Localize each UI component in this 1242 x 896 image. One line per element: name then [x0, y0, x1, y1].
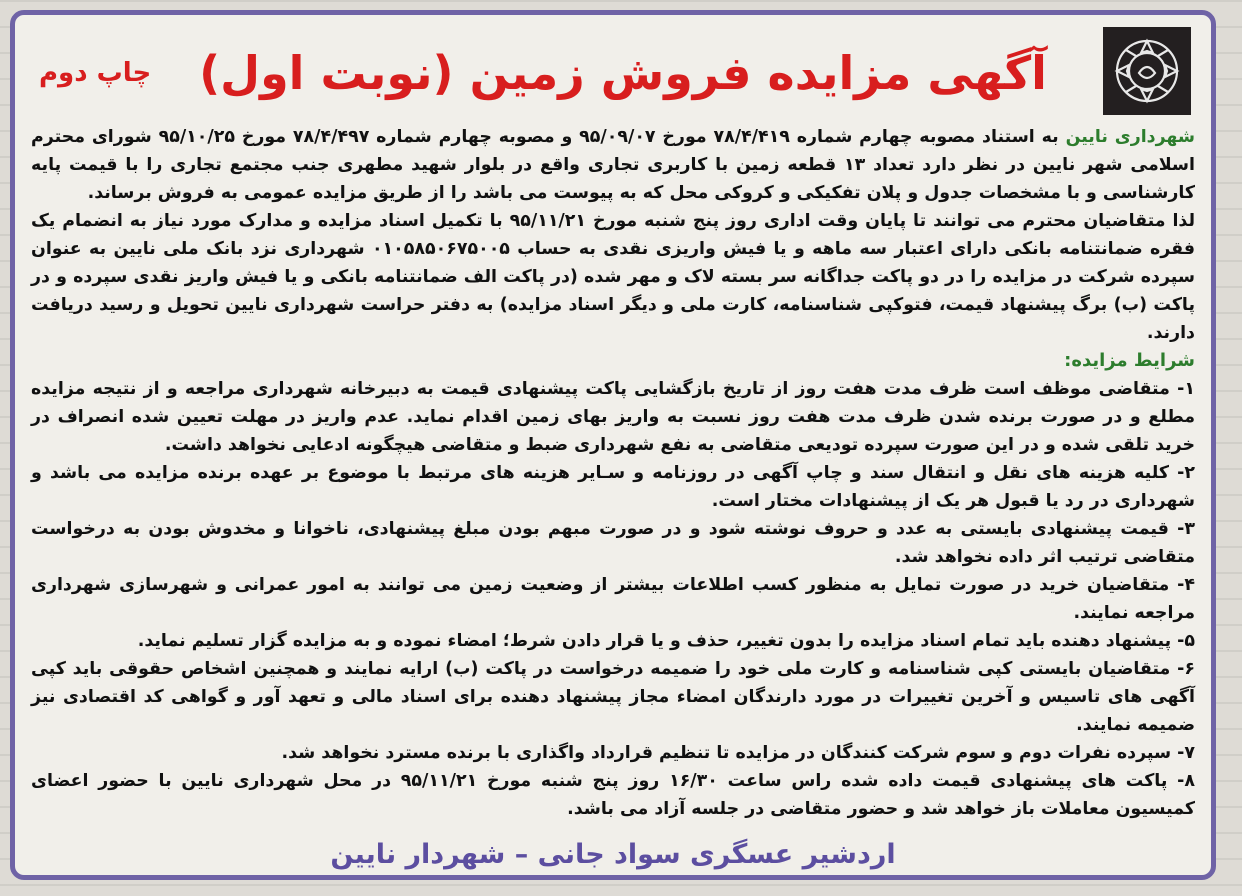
intro-paragraph: [31, 123, 1195, 207]
intro-text: به استناد مصوبه چهارم شماره ۷۸/۴/۴۱۹ مورخ ۹۵/۰۹/۰۷ و مصوبه چهارم شماره ۷۸/۴/۴۹۷ مورخ ۹۵/۱۰/۲۵ شورای محترم اسلامی شهر نایین در نظر دارد تعداد ۱۳ قطعه زمین با کاربری تجاری واقع در بلوار شهید مطهری جنب مجتمع تجاری را با قیمت پایه کارشناسی و با مشخصات جدول و پلان تفکیکی و کروکی محل که به پیوست می باشد را از طریق مزایده عمومی به فروش برساند.: [31, 127, 1195, 203]
signature: اردشیر عسگری سواد جانی – شهردار نایین: [330, 839, 896, 870]
condition-item: ۶- متقاضیان بایستی کپی شناسنامه و کارت ملی خود را ضمیمه درخواست در پاکت (ب) ارایه نمایند و همچنین اشخاص حقوقی باید کپی آگهی های تاسیس و آخرین تغییرات در مورد دارندگان امضاء مجاز پیشنهاد دهنده برای اسناد مالی و تعهد آور و گواهی کد اقتصادی نیز ضمیمه نمایند.: [31, 659, 1195, 735]
edition-label: چاپ دوم: [39, 58, 152, 88]
condition-item: ۸- پاکت های پیشنهادی قیمت داده شده راس ساعت ۱۶/۳۰ روز پنج شنبه مورخ ۹۵/۱۱/۲۱ در محل شهرداری نایین با حضور اعضای کمیسیون معاملات باز خواهد شد و حضور متقاضی در جلسه آزاد می باشد.: [31, 771, 1195, 819]
entity-name: شهرداری نایین: [1065, 127, 1195, 147]
notice-title: آگهی مزایده فروش زمین (نوبت اول): [199, 46, 1047, 100]
condition-item: ۱- متقاضی موظف است ظرف مدت هفت روز از تاریخ بازگشایی پاکت پیشنهادی قیمت به دبیرخانه شهرداری مراجعه و از نتیجه مزایده مطلع و در صورت برنده شدن ظرف مدت هفت روز نسبت به واریز بهای زمین اقدام نماید. عدم واریز در مهلت تعیین شده انصراف در خرید تلقی شده و در این صورت سپرده تودیعی متقاضی به نفع شهرداری ضبط و متقاضی هیچگونه ادعایی نخواهد داشت.: [31, 379, 1195, 455]
condition-item: ۳- قیمت پیشنهادی بایستی به عدد و حروف نوشته شود و در صورت مبهم بودن مبلغ پیشنهادی، ناخوانا و مخدوش بودن به درخواست متقاضی ترتیب اثر داده نخواهد شد.: [31, 519, 1195, 567]
condition-item: ۷- سپرده نفرات دوم و سوم شرکت کنندگان در مزایده تا تنظیم قرارداد واگذاری با برنده مسترد نخواهد شد.: [281, 743, 1195, 763]
notice-body: [31, 123, 1195, 823]
conditions-heading: شرایط مزایده:: [1064, 350, 1195, 371]
condition-item: ۵- پیشنهاد دهنده باید تمام اسناد مزایده را بدون تغییر، حذف و یا قرار دادن شرط؛ امضاء نموده و به مزایده گزار تسلیم نماید.: [137, 631, 1195, 651]
municipality-logo-icon: [1103, 27, 1191, 115]
submission-paragraph: لذا متقاضیان محترم می توانند تا پایان وقت اداری روز پنج شنبه مورخ ۹۵/۱۱/۲۱ با تکمیل اسناد مزایده و مدارک مورد نیاز به انضمام یک فقره ضمانتنامه بانکی دارای اعتبار سه ماهه و یا فیش واریزی نقدی به حساب ۰۱۰۵۸۵۰۶۷۵۰۰۵ شهرداری نزد بانک ملی نایین به عنوان سپرده شرکت در مزایده را در دو پاکت جداگانه سر بسته لاک و مهر شده (در پاکت الف ضمانتنامه بانکی و یا فیش واریز نقدی سپرده و در پاکت (ب) برگ پیشنهاد قیمت، فتوکپی شناسنامه، کارت ملی و دیگر اسناد مزایده) به دفتر حراست شهرداری نایین تحویل و رسید دریافت دارند.: [31, 211, 1195, 343]
auction-notice: [10, 10, 1216, 880]
condition-item: ۴- متقاضیان خرید در صورت تمایل به منظور کسب اطلاعات بیشتر از وضعیت زمین می توانند به امور عمرانی و شهرسازی شهرداری مراجعه نمایند.: [31, 575, 1195, 623]
logo-emblem: [1109, 33, 1185, 109]
condition-item: ۲- کلیه هزینه های نقل و انتقال سند و چاپ آگهی در روزنامه و سـایر هزینه های مرتبط با موضوع بر عهده برنده مزایده می باشد و شهرداری در رد یا قبول هر یک از پیشنهادات مختار است.: [31, 463, 1195, 511]
